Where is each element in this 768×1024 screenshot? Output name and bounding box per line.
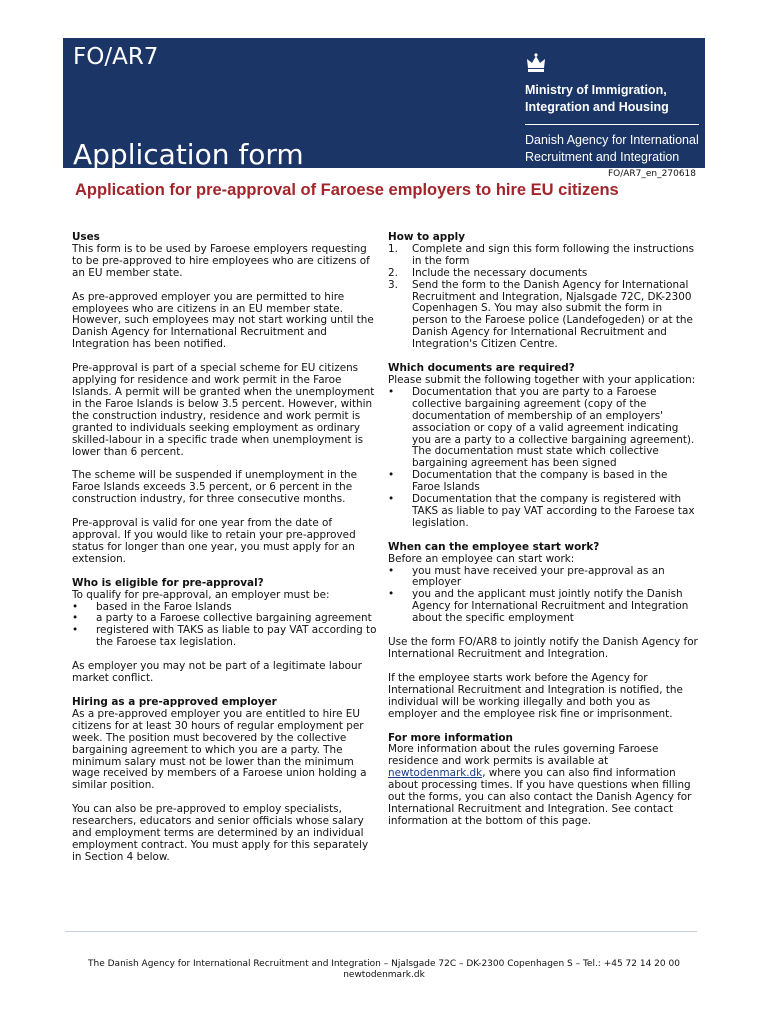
left-column: [72, 232, 378, 876]
section-heading-more-info: For more information: [388, 731, 513, 744]
how-to-apply-list: [388, 244, 698, 351]
section-heading-uses: Uses: [72, 231, 100, 243]
form-code: FO/AR7: [73, 44, 159, 70]
bullet-icon: •: [72, 612, 79, 625]
bullet-icon: •: [388, 493, 395, 506]
eligibility-list: [72, 602, 378, 650]
paragraph: Pre-approval is part of a special scheme for EU citizens applying for residence and work permit in the Faroe Islands. A permit will be granted when the unemployment in the Faroe Islands is below 3.5 percent. However, within the construction industry, residence and work permit is granted to individuals seeking employment as ordinary skilled-labour in a specific trade when unemployment is lower than 6 percent.: [72, 362, 375, 458]
bullet-icon: •: [72, 624, 79, 637]
list-item: • you and the applicant must jointly notify the Danish Agency for International Recruitment and Integration about the specific employment: [388, 588, 689, 625]
section-heading-eligibility: Who is eligible for pre-approval?: [72, 576, 264, 589]
paragraph: Pre-approval is valid for one year from the date of approval. If you would like to retain your pre-approved status for longer than one year, you must apply for an extension.: [72, 517, 356, 565]
list-item: • you must have received your pre-approval as an employer: [388, 564, 665, 589]
bullet-icon: •: [72, 600, 79, 613]
paragraph: As pre-approved employer you are permitted to hire employees who are citizens in an EU member state. However, such employees may not start working until the Danish Agency for International Recruitment and Integration has been notified.: [72, 290, 374, 351]
crown-icon: [525, 52, 547, 74]
paragraph: More information about the rules governing Faroese residence and work permits is available at newtodenmark.dk, where you can also find information about processing times. If you have questions when filling out the forms, you can also contact the Danish Agency for International Recruitment and Integration. See contact information at the bottom of this page.: [388, 743, 692, 827]
list-item: • a party to a Faroese collective bargaining agreement: [72, 612, 372, 625]
list-item: 3. Send the form to the Danish Agency for International Recruitment and Integration, Njalsgade 72C, DK-2300 Copenhagen S. You may also submit the form in person to the Faroese police (Landefogeden) or at the Danish Agency for International Recruitment and Integration's Citizen Centre.: [388, 278, 693, 351]
paragraph: As a pre-approved employer you are entitled to hire EU citizens for at least 30 hours of regular employment per week. The position must becovered by the collective bargaining agreement to which you are a party. The minimum salary must not be lower than the minimum wage received by members of a Faroese union holding a similar position.: [72, 707, 367, 792]
ministry-name: Ministry of Immigration, Integration and Housing: [525, 83, 669, 114]
header-divider: [525, 124, 699, 125]
footer: [0, 959, 768, 981]
bullet-icon: •: [388, 385, 395, 398]
application-form-heading: Application form: [73, 138, 304, 171]
list-item: • Documentation that you are party to a Faroese collective bargaining agreement (copy of the documentation of membership of an employers' association or copy of a valid agreement indicating you are a party to a collective bargaining agreement). The documentation must state which collective bargaining agreement has been signed: [388, 385, 695, 470]
agency-name: Danish Agency for International Recruitment and Integration: [525, 133, 699, 164]
right-column: [388, 232, 698, 840]
start-work-list: [388, 566, 698, 626]
section-heading-documents: Which documents are required?: [388, 362, 575, 375]
paragraph: You can also be pre-approved to employ specialists, researchers, educators and senior officials whose salary and employment terms are determined by an individual employment contract. You must apply for this separately in Section 4 below.: [72, 803, 369, 863]
section-heading-how-to-apply: How to apply: [388, 231, 465, 243]
list-item: • Documentation that the company is registered with TAKS as liable to pay VAT according to the Faroese tax legislation.: [388, 493, 695, 529]
bullet-icon: •: [388, 564, 395, 577]
header-banner: [63, 38, 705, 171]
paragraph: If the employee starts work before the Agency for International Recruitment and Integration is notified, the individual will be working illegally and both you as employer and the employee risk fine or imprisonment.: [388, 671, 683, 720]
paragraph: Please submit the following together with your application:: [388, 373, 696, 386]
list-item: • registered with TAKS as liable to pay VAT according to the Faroese tax legislation.: [72, 624, 377, 649]
paragraph: This form is to be used by Faroese employers requesting to be pre-approved to hire employees who are citizens of an EU member state.: [72, 242, 370, 279]
footer-address: The Danish Agency for International Recruitment and Integration – Njalsgade 72C – DK-2300 Copenhagen S – Tel.: +45 72 14 20 00: [88, 959, 680, 969]
footer-website: newtodenmark.dk: [343, 970, 425, 980]
document-reference: FO/AR7_en_270618: [607, 169, 696, 179]
documents-list: [388, 387, 698, 530]
bullet-icon: •: [388, 588, 395, 601]
bullet-icon: •: [388, 469, 395, 482]
paragraph: The scheme will be suspended if unemployment in the Faroe Islands exceeds 3.5 percent, or 6 percent in the construction industry, for three consecutive months.: [72, 469, 358, 506]
paragraph: To qualify for pre-approval, an employer must be:: [72, 588, 330, 601]
list-item: 2. Include the necessary documents: [388, 266, 588, 279]
paragraph: Before an employee can start work:: [388, 552, 575, 565]
paragraph: Use the form FO/AR8 to jointly notify the Danish Agency for International Recruitment and Integration.: [388, 636, 698, 660]
section-heading-hiring: Hiring as a pre-approved employer: [72, 696, 277, 708]
list-item: • Documentation that the company is based in the Faroe Islands: [388, 469, 668, 494]
list-item: • based in the Faroe Islands: [72, 600, 232, 613]
page-title: Application for pre-approval of Faroese employers to hire EU citizens: [75, 181, 619, 199]
newtodenmark-link[interactable]: newtodenmark.dk: [388, 767, 483, 780]
section-heading-start-work: When can the employee start work?: [388, 540, 600, 553]
list-item: 1. Complete and sign this form following the instructions in the form: [388, 242, 695, 267]
paragraph: As employer you may not be part of a legitimate labour market conflict.: [72, 660, 362, 685]
footer-divider: [65, 931, 697, 932]
